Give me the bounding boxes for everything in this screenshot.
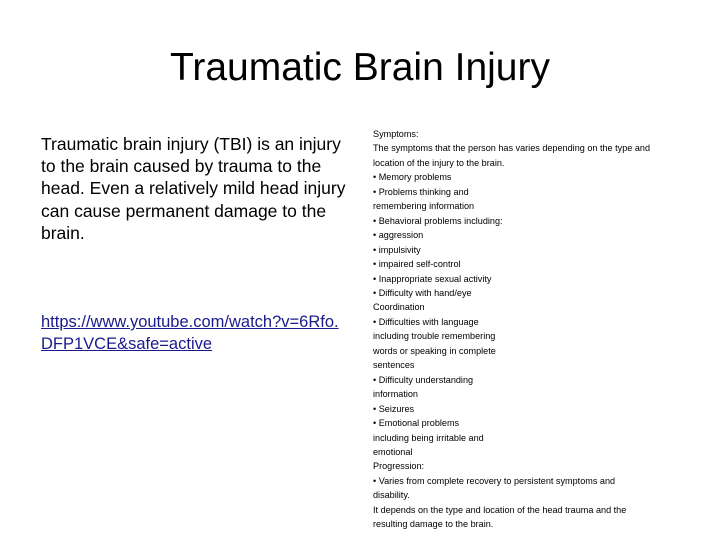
slide-title: Traumatic Brain Injury (169, 46, 550, 89)
symptoms-text-block (373, 127, 685, 532)
symptoms-line: • impulsivity (373, 244, 421, 255)
symptoms-line: • Problems thinking and (373, 186, 469, 197)
symptoms-line: • impaired self-control (373, 259, 461, 270)
symptoms-line: • Memory problems (373, 172, 452, 183)
symptoms-line: Coordination (373, 302, 425, 313)
symptoms-line: location of the injury to the brain. (373, 157, 505, 168)
symptoms-line: • Emotional problems (373, 418, 460, 429)
symptoms-line: Symptoms: (373, 129, 419, 139)
symptoms-line: sentences (373, 360, 415, 371)
symptoms-line: resulting damage to the brain. (373, 519, 494, 530)
symptoms-line: • Seizures (373, 403, 415, 414)
symptoms-line: • Varies from complete recovery to persistent symptoms and (373, 475, 616, 486)
symptoms-line: • Behavioral problems including: (373, 215, 503, 226)
symptoms-line: disability. (373, 490, 410, 501)
intro-paragraph: Traumatic brain injury (TBI) is an injury to the brain caused by trauma to the head. Even a relatively mild head injury can cause permanent damage to the brain. (41, 134, 346, 243)
symptoms-line: • aggression (373, 230, 424, 241)
symptoms-line: It depends on the type and location of the head trauma and the (373, 504, 627, 515)
symptoms-line: • Difficulty understanding (373, 374, 474, 385)
symptoms-line: words or speaking in complete (373, 345, 496, 356)
symptoms-line: • Difficulties with language (373, 316, 479, 327)
symptoms-line: • Inappropriate sexual activity (373, 273, 492, 284)
symptoms-line: including being irritable and (373, 432, 484, 443)
symptoms-line: information (373, 389, 418, 400)
symptoms-line: • Difficulty with hand/eye (373, 287, 472, 298)
symptoms-line: The symptoms that the person has varies depending on the type and (373, 143, 651, 154)
youtube-link[interactable]: https://www.youtube.com/watch?v=6Rfo.DFP1VCE&safe=active (41, 313, 339, 353)
symptoms-line: emotional (373, 446, 413, 457)
symptoms-line: including trouble remembering (373, 331, 496, 342)
symptoms-line: remembering information (373, 201, 475, 212)
symptoms-line: Progression: (373, 461, 425, 472)
